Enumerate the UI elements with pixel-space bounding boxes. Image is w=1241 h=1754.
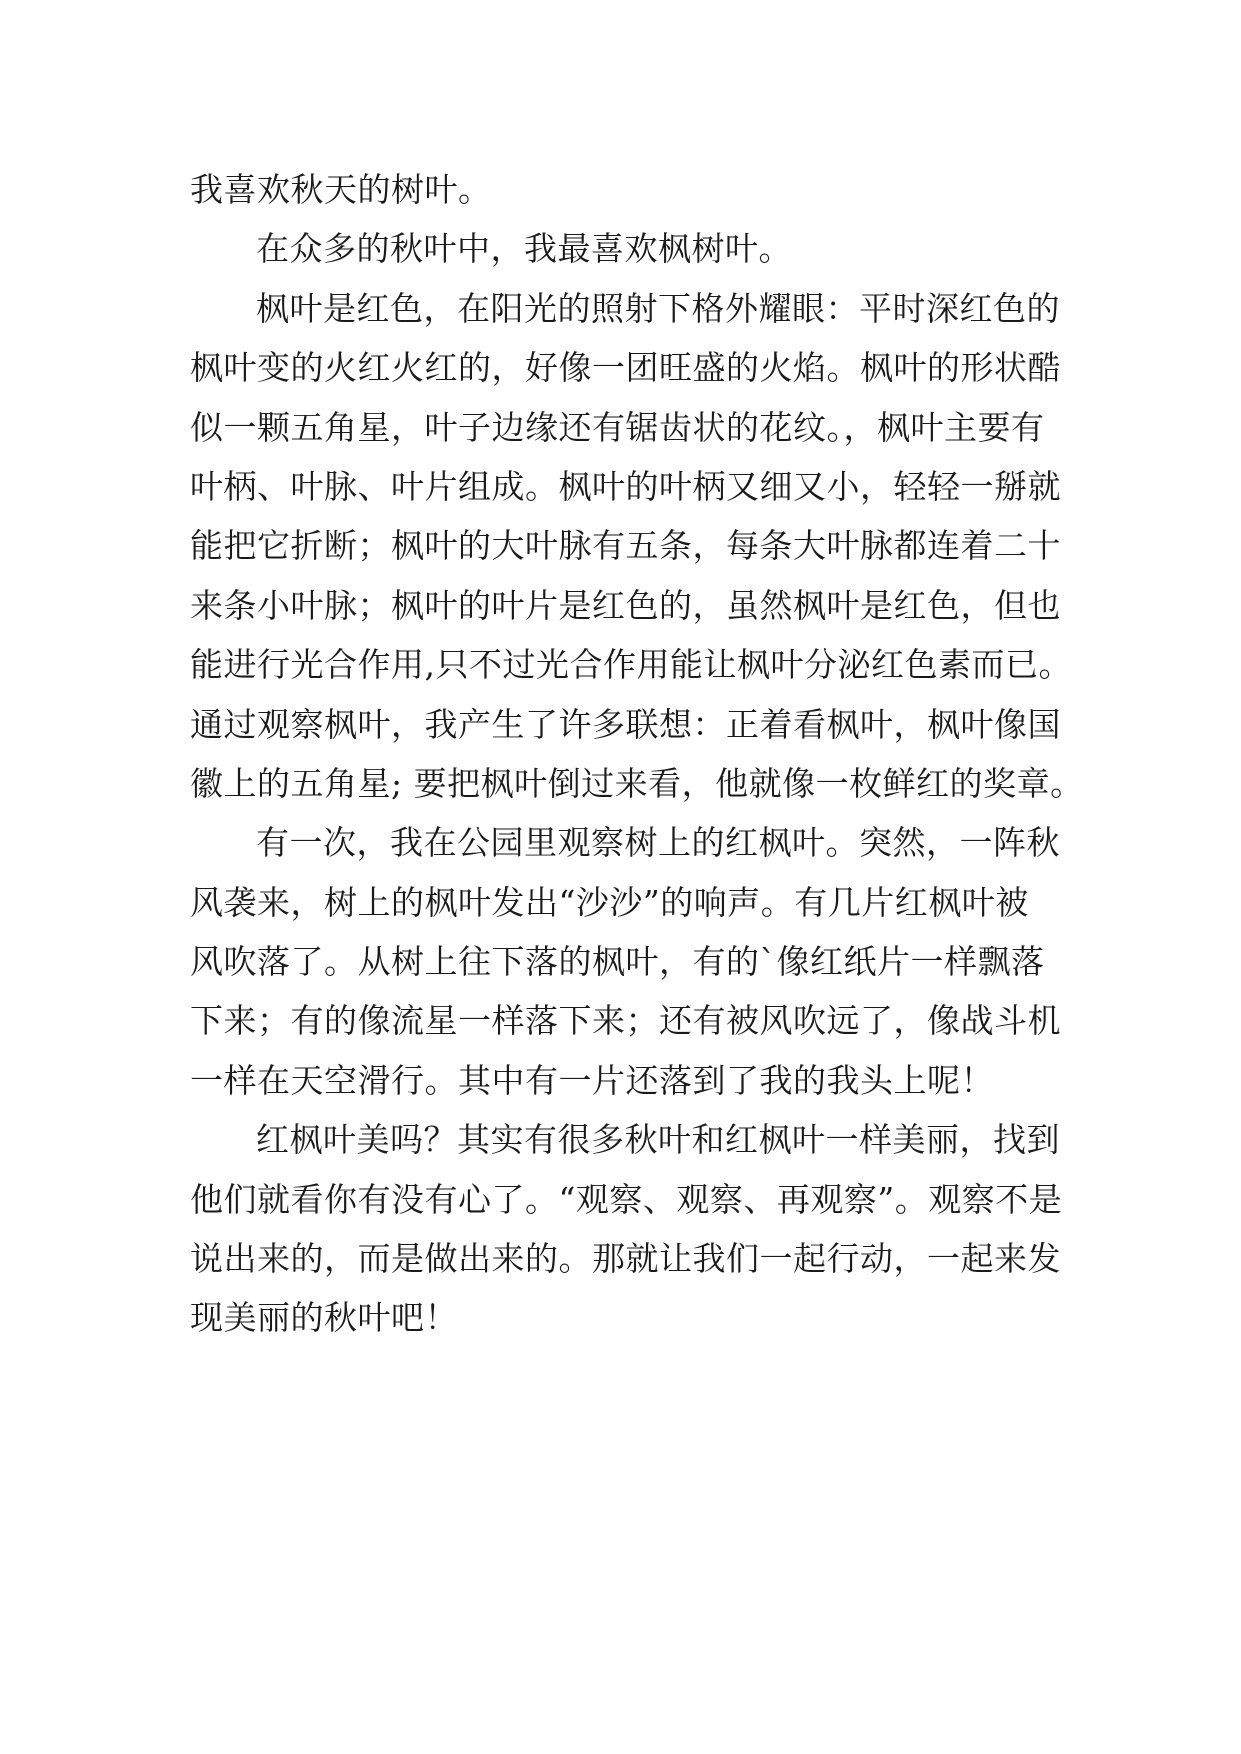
text-line: 枫叶变的火红火红的，好像一团旺盛的火焰。枫叶的形状酷 [190,348,1061,388]
text-line: 我喜欢秋天的树叶。 [190,170,492,209]
text-line: 能把它折断；枫叶的大叶脉有五条，每条大叶脉都连着二十 [190,526,1061,566]
text-line: 一样在天空滑行。其中有一片还落到了我的我头上呢！ [190,1060,994,1100]
text-line: 现美丽的秋叶吧！ [190,1298,458,1338]
text-line: 能进行光合作用,只不过光合作用能让枫叶分泌红色素而已。 [190,645,1072,685]
text-line: 下来；有的像流星一样落下来；还有被风吹远了，像战斗机 [190,1001,1061,1041]
text-line: 风吹落了。从树上往下落的枫叶，有的`像红纸片一样飘落 [190,942,1045,982]
text-line: 红枫叶美吗？其实有很多秋叶和红枫叶一样美丽，找到 [256,1120,1060,1160]
text-line: 有一次，我在公园里观察树上的红枫叶。突然，一阵秋 [256,823,1060,863]
text-line: 叶柄、叶脉、叶片组成。枫叶的叶柄又细又小，轻轻一掰就 [190,466,1061,506]
text-line: 风袭来，树上的枫叶发出“沙沙”的响声。有几片红枫叶被 [190,882,1029,922]
text-line: 徽上的五角星; 要把枫叶倒过来看，他就像一枚鲜红的奖章。 [190,763,1084,803]
text-line: 通过观察枫叶，我产生了许多联想：正着看枫叶，枫叶像国 [190,704,1061,744]
text-line: 来条小叶脉；枫叶的叶片是红色的，虽然枫叶是红色，但也 [190,585,1061,625]
text-line: 在众多的秋叶中，我最喜欢枫树叶。 [256,229,792,269]
text-line: 说出来的，而是做出来的。那就让我们一起行动，一起来发 [190,1239,1061,1279]
text-line: 似一颗五角星，叶子边缘还有锯齿状的花纹。，枫叶主要有 [190,407,1045,447]
text-line: 枫叶是红色，在阳光的照射下格外耀眼：平时深红色的 [256,288,1060,328]
essay-body [190,160,1084,1348]
text-line: 他们就看你有没有心了。“观察、观察、再观察”。观察不是 [190,1179,1063,1219]
